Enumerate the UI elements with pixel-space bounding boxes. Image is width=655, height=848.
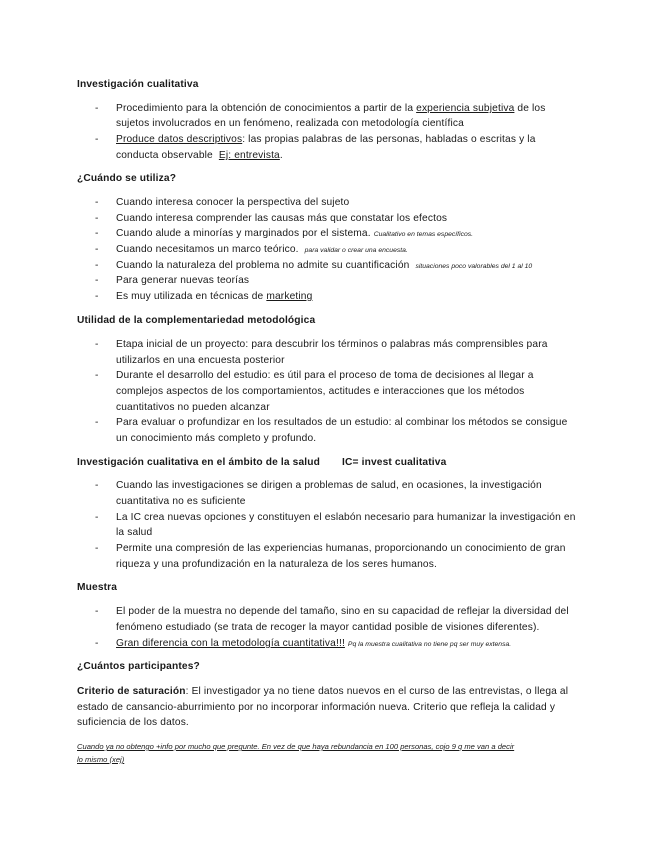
list-item-line: complejos aspectos de los comportamientos, actitudes e interacciones que los métodos <box>116 386 525 397</box>
section-heading-cuantos-participantes: ¿Cuántos participantes? <box>77 661 200 672</box>
text-run: Es muy utilizada en técnicas de <box>116 291 267 302</box>
bullet-marker: - <box>95 512 99 523</box>
bullet-marker: - <box>95 417 99 428</box>
margin-note: para validar o crear una encuesta. <box>304 247 408 254</box>
list-item-line: Etapa inicial de un proyecto: para descubrir los términos o palabras más comprensibles para <box>116 339 548 350</box>
section-heading-muestra: Muestra <box>77 582 118 593</box>
text-run: Cuando alude a minorías y marginados por el sistema. <box>116 228 371 239</box>
list-item-line: cuantitativos no pueden alcanzar <box>116 402 270 413</box>
margin-note: situaciones poco valorables del 1 al 10 <box>415 263 533 270</box>
underlined-term: Gran diferencia con la metodología cuantitativa!!! <box>116 638 345 649</box>
bullet-marker: - <box>95 370 99 381</box>
margin-note: Cualitativo en temas específicos. <box>373 231 474 238</box>
list-item: Cuando interesa conocer la perspectiva del sujeto <box>116 197 350 208</box>
text-run: Cuando necesitamos un marco teórico. <box>116 244 299 255</box>
margin-note: Pq la muestra cualitativa no tiene pq ser muy extensa. <box>347 641 512 648</box>
bullet-marker: - <box>95 244 99 255</box>
paragraph-line <box>77 684 568 700</box>
paragraph-line: suficiencia de los datos. <box>77 717 189 728</box>
bullet-marker: - <box>95 275 99 286</box>
paragraph-line: estado de cansancio-aburrimiento por no incorporar información nueva. Criterio que refleja la calidad y <box>77 702 556 713</box>
bullet-marker: - <box>95 197 99 208</box>
bullet-marker: - <box>95 213 99 224</box>
list-item-line: fenómeno estudiado (se trata de recoger la mayor cantidad posible de visiones diferentes). <box>116 622 540 633</box>
list-item-line: Durante el desarrollo del estudio: es útil para el proceso de toma de decisiones al llegar a <box>116 370 534 381</box>
underlined-term: Ej: entrevista <box>218 150 280 161</box>
bullet-marker: - <box>95 103 99 114</box>
bullet-marker: - <box>95 291 99 302</box>
bullet-marker: - <box>95 606 99 617</box>
text-run: conducta observable <box>116 150 213 161</box>
underlined-term: Produce datos descriptivos <box>116 134 243 145</box>
list-item-line: un conocimiento más completo y profundo. <box>116 433 317 444</box>
list-item <box>116 636 511 653</box>
text-run: Procedimiento para la obtención de conocimientos a partir de la <box>116 103 417 114</box>
list-item-line <box>116 101 546 117</box>
list-item-line: utilizarlos en una encuesta posterior <box>116 355 285 366</box>
list-item-line: Para evaluar o profundizar en los resultados de un estudio: al combinar los métodos se consigue <box>116 417 568 428</box>
list-item: Cuando interesa comprender las causas más que constatar los efectos <box>116 213 448 224</box>
text-run: . <box>279 150 283 161</box>
text-run: : El investigador ya no tiene datos nuevos en el curso de las entrevistas, o llega al <box>185 686 569 697</box>
text-run: Cuando la naturaleza del problema no admite su cuantificación <box>116 260 410 271</box>
list-item-line <box>116 148 283 164</box>
bullet-marker: - <box>95 228 99 239</box>
section-heading-utilidad-complementariedad: Utilidad de la complementariedad metodológica <box>77 315 316 326</box>
list-item-line: La IC crea nuevas opciones y constituyen el eslabón necesario para humanizar la investigación en <box>116 512 576 523</box>
footnote-line: Cuando ya no obtengo +info por mucho que pregunte. En vez de que haya rebundancia en 100 personas, cojo 9 q me van a decir <box>77 742 515 751</box>
list-item-line: riqueza y una profundización en la naturaleza de los seres humanos. <box>116 559 437 570</box>
bullet-marker: - <box>95 543 99 554</box>
bullet-marker: - <box>95 638 99 649</box>
list-item <box>116 242 408 259</box>
heading-text: Investigación cualitativa en el ámbito de la salud <box>77 457 321 468</box>
list-item <box>116 289 312 305</box>
bullet-marker: - <box>95 339 99 350</box>
bullet-marker: - <box>95 260 99 271</box>
list-item-line <box>116 132 536 148</box>
section-heading-investigacion-cualitativa: Investigación cualitativa <box>77 79 199 90</box>
list-item-line: Permite una compresión de las experiencias humanas, proporcionando un conocimiento de gran <box>116 543 566 554</box>
underlined-term: experiencia subjetiva <box>416 103 515 114</box>
bullet-marker: - <box>95 480 99 491</box>
heading-abbreviation: IC= invest cualitativa <box>342 457 447 468</box>
list-item <box>116 226 473 243</box>
list-item-line: Cuando las investigaciones se dirigen a problemas de salud, en ocasiones, la investigación <box>116 480 542 491</box>
footnote-line: lo mismo (xej) <box>77 755 125 764</box>
section-heading-cuando-se-utiliza: ¿Cuándo se utiliza? <box>77 173 177 184</box>
list-item-line: sujetos involucrados en un fenómeno, realizada con metodología científica <box>116 118 464 129</box>
bullet-marker: - <box>95 134 99 145</box>
underlined-term: marketing <box>266 291 313 302</box>
text-run: : las propias palabras de las personas, habladas o escritas y la <box>242 134 536 145</box>
text-run: de los <box>514 103 546 114</box>
list-item-line: la salud <box>116 527 153 538</box>
list-item: Para generar nuevas teorías <box>116 275 250 286</box>
section-heading-ic-salud <box>77 455 446 471</box>
list-item-line: cuantitativa no es suficiente <box>116 496 246 507</box>
bold-term: Criterio de saturación <box>77 686 186 697</box>
list-item-line: El poder de la muestra no depende del tamaño, sino en su capacidad de reflejar la diversidad del <box>116 606 569 617</box>
